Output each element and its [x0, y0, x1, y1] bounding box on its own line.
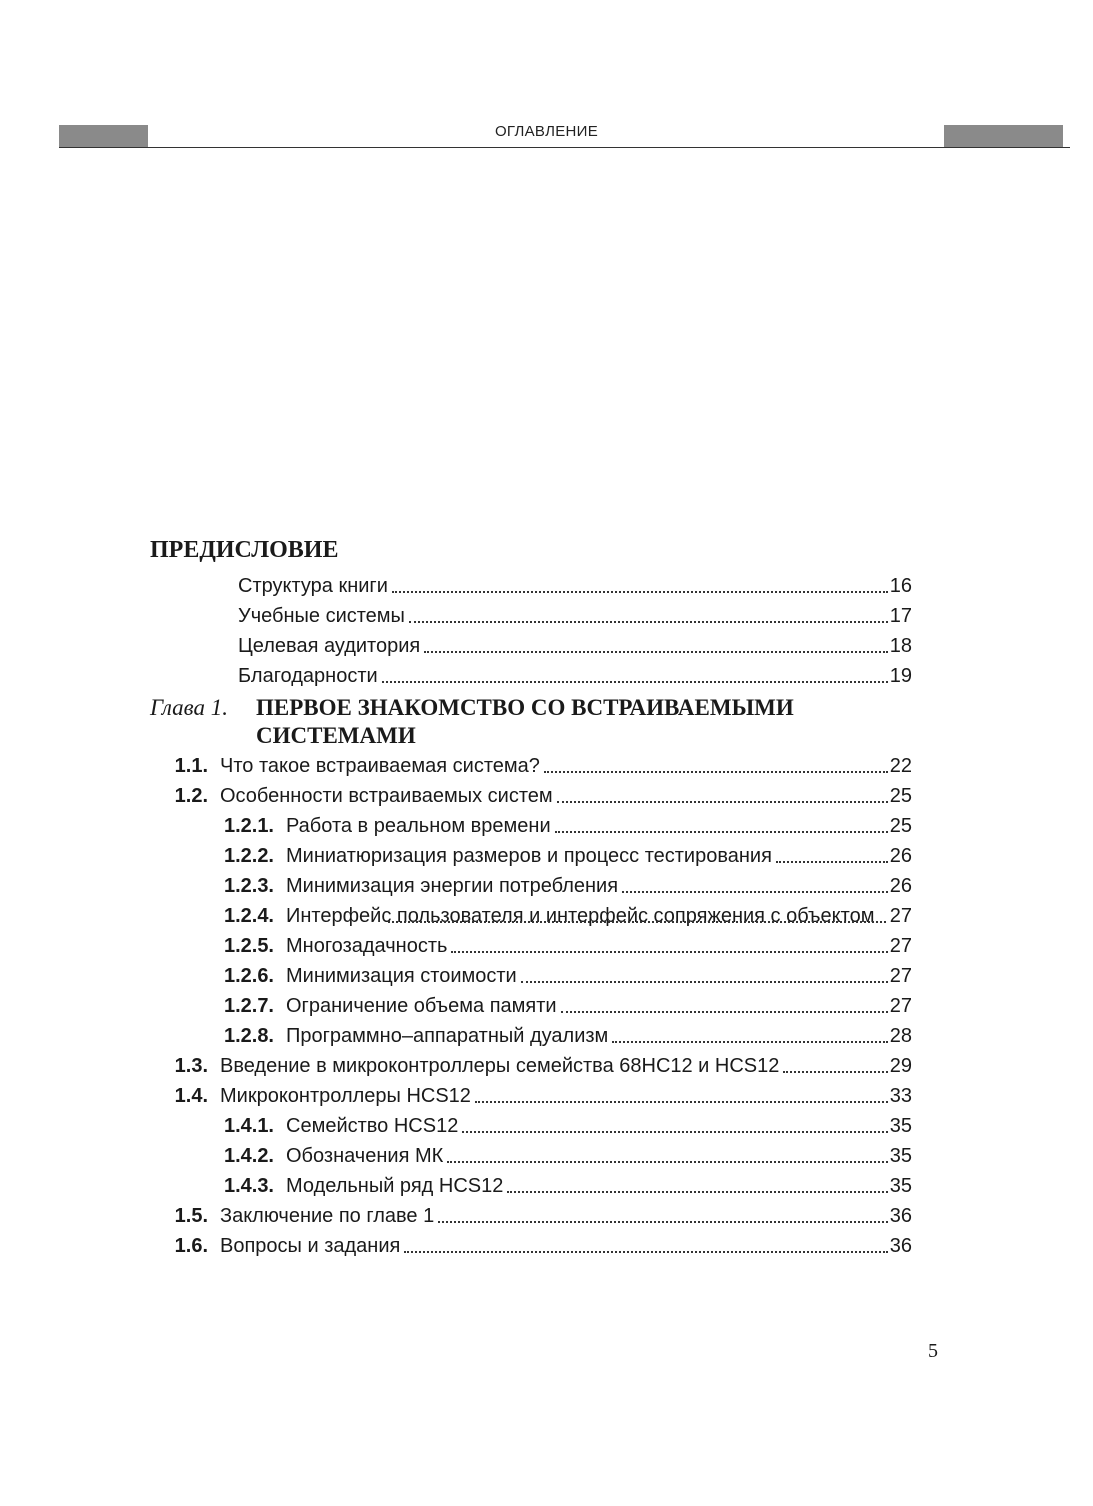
toc-entry-number: 1.2.6. [223, 965, 274, 987]
toc-entry-text: Модельный ряд HCS12 [286, 1175, 504, 1197]
toc-entry-1-2-6[interactable] [150, 964, 912, 988]
toc-entry-number: 1.2.5. [223, 935, 274, 957]
toc-entry-text: Введение в микроконтроллеры семейства 68HC12 и HCS12 [220, 1055, 780, 1077]
toc-entry-text: Учебные системы [238, 605, 405, 627]
toc-entry-text: Работа в реальном времени [286, 815, 551, 837]
dot-leader [475, 1101, 888, 1103]
toc-entry-page: 19 [889, 665, 912, 687]
toc-entry-page: 22 [889, 755, 912, 777]
toc-entry-1-4-3[interactable] [150, 1174, 912, 1198]
toc-entry-1-2-3[interactable] [150, 874, 912, 898]
dot-leader [557, 801, 888, 803]
toc-entry-preface-3[interactable] [150, 634, 912, 658]
toc-entry-page: 26 [889, 875, 912, 897]
preface-heading: ПРЕДИСЛОВИЕ [150, 537, 339, 563]
toc-entry-page: 18 [889, 635, 912, 657]
chapter-label: Глава 1. [150, 695, 228, 720]
toc-entry-text: Целевая аудитория [238, 635, 421, 657]
dot-leader [409, 621, 888, 623]
toc-entry-number: 1.2.4. [223, 905, 274, 927]
toc-entry-page: 35 [889, 1175, 912, 1197]
dot-leader [544, 771, 888, 773]
page-number: 5 [928, 1340, 938, 1362]
toc-entry-text: Миниатюризация размеров и процесс тестирования [286, 845, 772, 867]
toc-entry-1-2-7[interactable] [150, 994, 912, 1018]
dot-leader [447, 1161, 887, 1163]
toc-entry-number: 1.4. [174, 1085, 208, 1107]
toc-entry-1-4[interactable] [150, 1084, 912, 1108]
toc-entry-number: 1.4.1. [223, 1115, 274, 1137]
toc-entry-page: 27 [889, 905, 912, 927]
toc-entry-text: Микроконтроллеры HCS12 [220, 1085, 471, 1107]
toc-entry-number: 1.6. [174, 1235, 208, 1257]
toc-entry-page: 26 [889, 845, 912, 867]
header-rule [59, 147, 1070, 148]
toc-entry-page: 27 [889, 995, 912, 1017]
toc-entry-number: 1.4.2. [223, 1145, 274, 1167]
toc-entry-text: Минимизация энергии потребления [286, 875, 619, 897]
dot-leader [438, 1221, 888, 1223]
toc-entry-preface-1[interactable] [150, 574, 912, 598]
chapter-title: ПЕРВОЕ ЗНАКОМСТВО СО ВСТРАИВАЕМЫМИ СИСТЕМАМИ [256, 695, 794, 748]
toc-entry-page: 29 [889, 1055, 912, 1077]
toc-entry-page: 16 [889, 575, 912, 597]
dot-leader [392, 591, 888, 593]
toc-entry-1-4-1[interactable] [150, 1114, 912, 1138]
toc-entry-number: 1.2.8. [223, 1025, 274, 1047]
toc-entry-text: Что такое встраиваемая система? [220, 755, 540, 777]
chapter-heading [150, 694, 912, 750]
toc-entry-page: 36 [889, 1205, 912, 1227]
toc-entry-1-2[interactable] [150, 784, 912, 808]
toc-entry-1-6[interactable] [150, 1234, 912, 1258]
dot-leader [622, 891, 888, 893]
dot-leader [776, 861, 888, 863]
toc-entry-number: 1.2.7. [223, 995, 274, 1017]
dot-leader [561, 1011, 888, 1013]
toc-entry-1-2-4[interactable] [150, 904, 912, 928]
toc-entry-page: 36 [889, 1235, 912, 1257]
toc-entry-text: Вопросы и задания [220, 1235, 401, 1257]
dot-leader [521, 981, 888, 983]
toc-entry-page: 33 [889, 1085, 912, 1107]
dot-leader [507, 1191, 887, 1193]
toc-entry-number: 1.2. [174, 785, 208, 807]
toc-entry-page: 28 [889, 1025, 912, 1047]
toc-entry-page: 35 [889, 1115, 912, 1137]
toc-entry-1-5[interactable] [150, 1204, 912, 1228]
dot-leader [462, 1131, 887, 1133]
toc-entry-page: 17 [889, 605, 912, 627]
toc-entry-page: 27 [889, 935, 912, 957]
dot-leader [451, 951, 887, 953]
toc-entry-number: 1.5. [174, 1205, 208, 1227]
toc-entry-text: Программно–аппаратный дуализм [286, 1025, 609, 1047]
toc-entry-1-4-2[interactable] [150, 1144, 912, 1168]
dot-leader [783, 1071, 887, 1073]
toc-entry-number: 1.2.1. [223, 815, 274, 837]
dot-leader [388, 921, 886, 923]
toc-entry-preface-2[interactable] [150, 604, 912, 628]
toc-entry-text: Семейство HCS12 [286, 1115, 459, 1137]
toc-entry-number: 1.1. [174, 755, 208, 777]
toc-entry-1-2-2[interactable] [150, 844, 912, 868]
dot-leader [612, 1041, 887, 1043]
toc-entry-text: Заключение по главе 1 [220, 1205, 435, 1227]
toc-entry-text: Интерфейс пользователя и интерфейс сопряжения с объектом [286, 905, 875, 927]
toc-entry-1-3[interactable] [150, 1054, 912, 1078]
toc-entry-1-1[interactable] [150, 754, 912, 778]
table-of-contents [150, 532, 912, 1264]
toc-entry-1-2-5[interactable] [150, 934, 912, 958]
toc-entry-number: 1.2.3. [223, 875, 274, 897]
toc-entry-text: Благодарности [238, 665, 378, 687]
toc-entry-number: 1.3. [174, 1055, 208, 1077]
toc-entry-text: Структура книги [238, 575, 388, 597]
toc-entry-text: Особенности встраиваемых систем [220, 785, 553, 807]
toc-entry-preface-4[interactable] [150, 664, 912, 688]
dot-leader [555, 831, 888, 833]
header-title: ОГЛАВЛЕНИЕ [494, 123, 599, 140]
dot-leader [404, 1251, 887, 1253]
dot-leader [424, 651, 888, 653]
toc-entry-text: Многозадачность [286, 935, 448, 957]
toc-entry-page: 27 [889, 965, 912, 987]
toc-entry-text: Обозначения МК [286, 1145, 444, 1167]
toc-entry-text: Минимизация стоимости [286, 965, 517, 987]
running-header [0, 0, 1093, 160]
toc-entry-page: 35 [889, 1145, 912, 1167]
toc-entry-1-2-8[interactable] [150, 1024, 912, 1048]
toc-entry-number: 1.4.3. [223, 1175, 274, 1197]
toc-entry-text: Ограничение объема памяти [286, 995, 557, 1017]
dot-leader [382, 681, 888, 683]
toc-entry-number: 1.2.2. [223, 845, 274, 867]
toc-entry-1-2-1[interactable] [150, 814, 912, 838]
toc-entry-page: 25 [889, 785, 912, 807]
toc-entry-page: 25 [889, 815, 912, 837]
